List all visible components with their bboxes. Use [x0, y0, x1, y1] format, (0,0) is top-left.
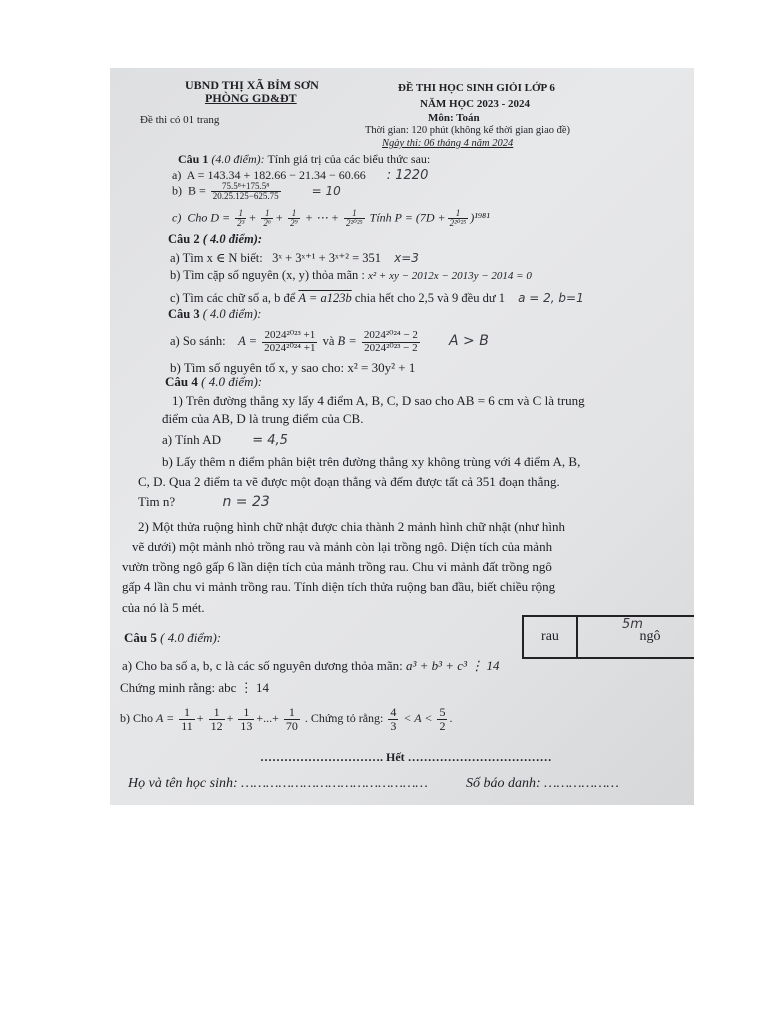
exam-time: Thời gian: 120 phút (không kể thời gian giao đề) — [365, 125, 571, 136]
exam-photo — [110, 68, 694, 805]
width-note: 5m — [622, 617, 643, 632]
q3-a: a) So sánh: A = $\frac{\text{2024²⁰²³ +1}}{\text{2024²⁰²⁴ +1}}$ và B = $\frac{\text{2024²⁰²⁴ − 2}}{\text{2024²⁰²³ − 2}}$ A > B — [170, 329, 489, 354]
q5-heading: Câu 5 ( 4.0 điểm): — [124, 630, 222, 645]
q1-b: b) B = $\frac{\text{75.5⁸+175.5⁸}}{20.25.125-625.75}$ = 10 — [172, 181, 341, 202]
q4-b-line1: b) Lấy thêm n điểm phân biệt trên đường thẳng xy không trùng với 4 điểm A, B, — [162, 454, 581, 469]
student-name-field: Họ và tên học sinh: ……………………………………… — [128, 776, 428, 791]
field-diagram — [522, 615, 694, 659]
q2-c: c) Tìm các chữ số a, b để A = a123b chia hết cho 2,5 và 9 đều dư 1 a = 2, b=1 — [170, 291, 584, 305]
q4-p1-line1: 1) Trên đường thẳng xy lấy 4 điểm A, B, C, D sao cho AB = 6 cm và C là trung — [172, 393, 585, 408]
q3-heading: Câu 3 ( 4.0 điểm): — [168, 307, 262, 321]
q1-a: a) A = 143.34 + 182.66 − 21.34 − 60.66 : 1220 — [172, 168, 429, 183]
q4-p2-line3: vườn trồng ngô gấp 6 lần diện tích của mảnh trồng rau. Chu vi mảnh đất trồng ngô — [122, 559, 552, 574]
q4-p2-line1: 2) Một thửa ruộng hình chữ nhật được chia thành 2 mảnh hình chữ nhật (như hình — [138, 519, 565, 534]
vegetable-plot: rau — [524, 617, 578, 657]
q4-b-line3: Tìm n? n = 23 — [138, 494, 270, 510]
candidate-number-field: Số báo danh: ……………… — [466, 776, 619, 791]
q2-heading: Câu 2 ( 4.0 điểm): — [168, 232, 263, 246]
q1-c: c) Cho D = $\frac{1}{\text{2³}}$ + $\frac{1}{\text{2⁶}}$ + $\frac{1}{\text{2⁹}}$ + ⋯ + $\frac{1}{\text{2²⁰²⁵}}$ Tính P = (7D + $\frac{1}{\text{2²⁰²⁵}}$ )¹⁹⁸¹ — [172, 208, 490, 229]
department-name: PHÒNG GD&ĐT — [205, 91, 297, 105]
q4-p1-line2: điểm của AB, D là trung điểm của CB. — [162, 411, 364, 426]
subject: Môn: Toán — [428, 112, 480, 124]
corn-plot: ngô — [639, 629, 661, 644]
page-count: Đề thi có 01 trang — [140, 114, 220, 126]
q4-b-line2: C, D. Qua 2 điểm ta vẽ được một đoạn thẳng và đếm được tất cả 351 đoạn thẳng. — [138, 474, 560, 489]
q4-p2-line2: vẽ dưới) một mảnh nhỏ trồng rau và mảnh còn lại trồng ngô. Diện tích của mảnh — [132, 539, 553, 554]
q3-b: b) Tìm số nguyên tố x, y sao cho: x² = 30y² + 1 — [170, 360, 416, 375]
exam-date: Ngày thi: 06 tháng 4 năm 2024 — [382, 138, 514, 149]
q5-a-line2: Chứng minh rằng: abc ⋮ 14 — [120, 680, 269, 695]
end-marker: …………………………. Hết ……………………………… — [260, 750, 552, 764]
q5-b: b) Cho A = $\frac{1}{11}$ + $\frac{1}{12}$ + $\frac{1}{13}$ +...+ $\frac{1}{70}$ . Chứng tỏ rằng: $\frac{4}{3}$ < A < $\frac{5}{2}$ . — [120, 705, 453, 733]
q4-a: a) Tính AD = 4,5 — [162, 432, 288, 448]
q4-p2-line4: gấp 4 lần chu vi mảnh trồng rau. Tính diện tích thửa ruộng ban đầu, biết chiều rộng — [122, 579, 556, 594]
q1-heading: Câu 1 (4.0 điểm): Tính giá trị của các biểu thức sau: — [178, 152, 431, 166]
q4-p2-line5: của nó là 5 mét. — [122, 600, 205, 615]
q2-b: b) Tìm cặp số nguyên (x, y) thỏa mãn : x² + xy − 2012x − 2013y − 2014 = 0 — [170, 268, 532, 282]
org-name: UBND THỊ XÃ BỈM SƠN — [185, 78, 319, 92]
exam-title: ĐỀ THI HỌC SINH GIỎI LỚP 6 — [398, 82, 555, 94]
q4-heading: Câu 4 ( 4.0 điểm): — [165, 374, 263, 389]
q5-a-line1: a) Cho ba số a, b, c là các số nguyên dương thỏa mãn: a³ + b³ + c³ ⋮ 14 — [122, 658, 500, 673]
school-year: NĂM HỌC 2023 - 2024 — [420, 98, 530, 110]
q2-a: a) Tìm x ∈ N biết: 3ˣ + 3ˣ⁺¹ + 3ˣ⁺² = 351 x=3 — [170, 251, 419, 265]
